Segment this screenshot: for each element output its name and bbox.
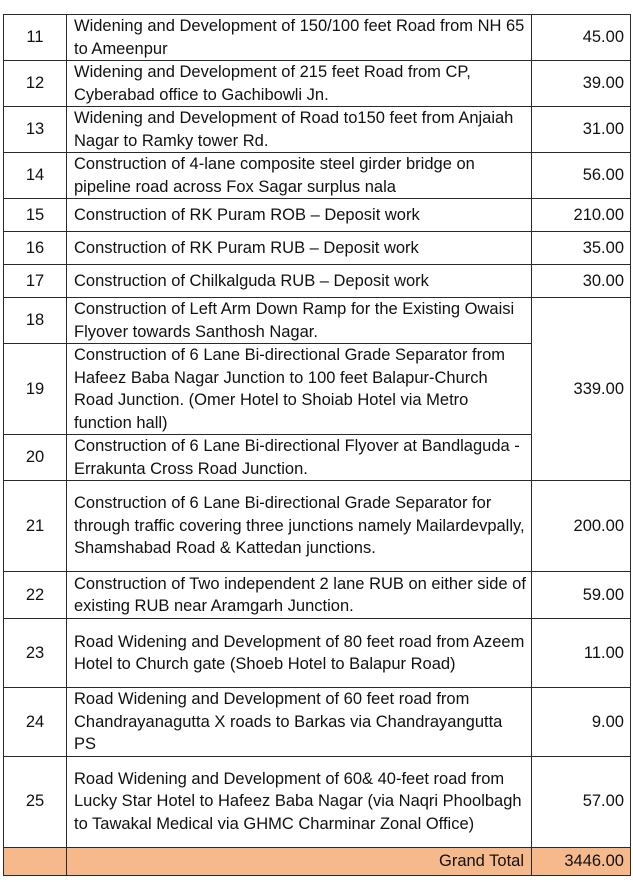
work-description: Construction of RK Puram RUB – Deposit work <box>67 232 532 265</box>
amount-cell: 210.00 <box>532 199 631 232</box>
serial-number: 22 <box>4 572 67 619</box>
work-description: Road Widening and Development of 80 feet road from Azeem Hotel to Church gate (Shoeb Hotel to Balapur Road) <box>67 619 532 688</box>
table-row <box>4 756 631 847</box>
work-description: Construction of Left Arm Down Ramp for the Existing Owaisi Flyover towards Santhosh Nagar. <box>67 298 532 344</box>
table-row <box>4 298 631 344</box>
work-description: Road Widening and Development of 60& 40-feet road from Lucky Star Hotel to Hafeez Baba Nagar (via Naqri Phoolbagh to Tawakal Medical via GHMC Charminar Zonal Office) <box>67 756 532 847</box>
work-description: Construction of 6 Lane Bi-directional Grade Separator from Hafeez Baba Nagar Junction to 100 feet Balapur-Church Road Junction. (Omer Hotel to Shoiab Hotel via Metro function hall) <box>67 344 532 435</box>
serial-number: 25 <box>4 756 67 847</box>
merged-amount-cell: 339.00 <box>532 298 631 481</box>
work-description: Construction of Two independent 2 lane RUB on either side of existing RUB near Aramgarh Junction. <box>67 572 532 619</box>
grand-total-label: Grand Total <box>67 847 532 875</box>
amount-cell: 57.00 <box>532 756 631 847</box>
serial-number: 24 <box>4 688 67 757</box>
table-row <box>4 232 631 265</box>
serial-number: 13 <box>4 107 67 153</box>
total-row-blank-cell <box>4 847 67 875</box>
serial-number: 17 <box>4 265 67 298</box>
amount-cell: 30.00 <box>532 265 631 298</box>
table-row <box>4 481 631 572</box>
work-description: Construction of 6 Lane Bi-directional Grade Separator for through traffic covering three junctions namely Mailardevpally, Shamshabad Road & Kattedan junctions. <box>67 481 532 572</box>
work-description: Widening and Development of Road to150 feet from Anjaiah Nagar to Ramky tower Rd. <box>67 107 532 153</box>
grand-total-amount: 3446.00 <box>532 847 631 875</box>
table-row <box>4 265 631 298</box>
table-row <box>4 572 631 619</box>
works-table <box>3 14 631 876</box>
work-description: Construction of Chilkalguda RUB – Deposit work <box>67 265 532 298</box>
amount-cell: 9.00 <box>532 688 631 757</box>
work-description: Widening and Development of 215 feet Road from CP, Cyberabad office to Gachibowli Jn. <box>67 61 532 107</box>
amount-cell: 11.00 <box>532 619 631 688</box>
serial-number: 16 <box>4 232 67 265</box>
serial-number: 14 <box>4 153 67 199</box>
serial-number: 19 <box>4 344 67 435</box>
amount-cell: 35.00 <box>532 232 631 265</box>
work-description: Construction of RK Puram ROB – Deposit work <box>67 199 532 232</box>
table-row <box>4 619 631 688</box>
amount-cell: 31.00 <box>532 107 631 153</box>
table-row <box>4 153 631 199</box>
amount-cell: 45.00 <box>532 15 631 61</box>
work-description: Construction of 6 Lane Bi-directional Flyover at Bandlaguda - Errakunta Cross Road Junction. <box>67 435 532 481</box>
amount-cell: 59.00 <box>532 572 631 619</box>
work-description: Widening and Development of 150/100 feet Road from NH 65 to Ameenpur <box>67 15 532 61</box>
serial-number: 18 <box>4 298 67 344</box>
table-row <box>4 61 631 107</box>
serial-number: 11 <box>4 15 67 61</box>
table-row <box>4 688 631 757</box>
work-description: Road Widening and Development of 60 feet road from Chandrayanagutta X roads to Barkas via Chandrayangutta PS <box>67 688 532 757</box>
amount-cell: 200.00 <box>532 481 631 572</box>
amount-cell: 39.00 <box>532 61 631 107</box>
amount-cell: 56.00 <box>532 153 631 199</box>
grand-total-row <box>4 847 631 875</box>
table-row <box>4 199 631 232</box>
work-description: Construction of 4-lane composite steel girder bridge on pipeline road across Fox Sagar surplus nala <box>67 153 532 199</box>
table-row <box>4 107 631 153</box>
serial-number: 21 <box>4 481 67 572</box>
table-row <box>4 15 631 61</box>
serial-number: 23 <box>4 619 67 688</box>
serial-number: 12 <box>4 61 67 107</box>
serial-number: 20 <box>4 435 67 481</box>
serial-number: 15 <box>4 199 67 232</box>
